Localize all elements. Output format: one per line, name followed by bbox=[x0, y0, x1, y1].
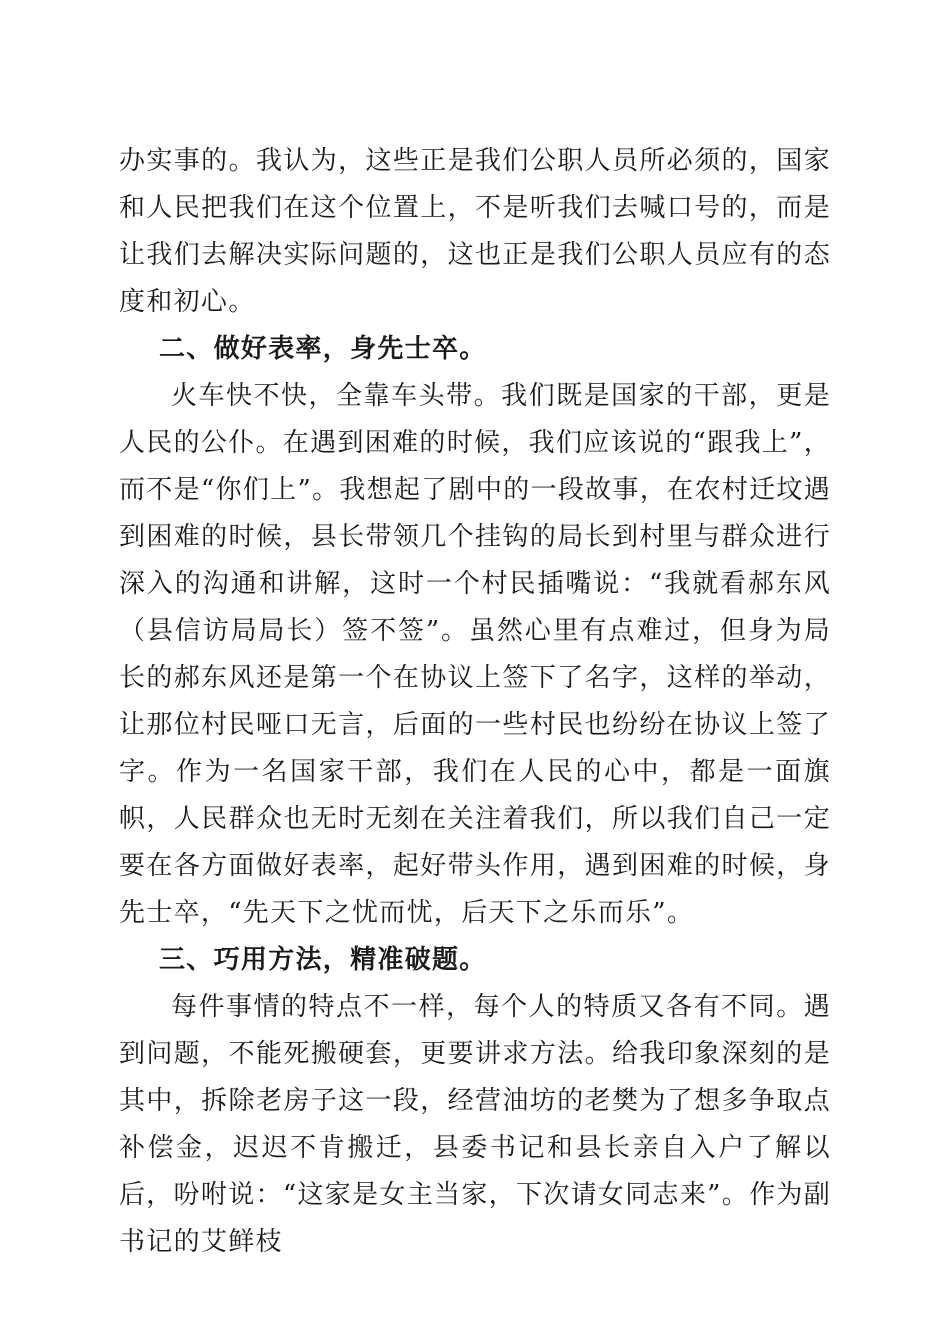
section-heading-3: 三、巧用方法，精准破题。 bbox=[159, 945, 487, 975]
paragraph-section-3: 每件事情的特点不一样，每个人的特质又各有不同。遇到问题，不能死搬硬套，更要讲求方法。给我印象深刻的是其中，拆除老房子这一段，经营油坊的老樊为了想多争取点补偿金，迟迟不肯搬迁，县委书记和县长亲自入户了解以后，吩咐说：“这家是女主当家，下次请女同志来”。作为副书记的艾鲜枝 bbox=[119, 992, 831, 1257]
document-body bbox=[119, 138, 831, 1266]
section-heading-2: 二、做好表率，身先士卒。 bbox=[159, 334, 487, 364]
paragraph-section-2: 火车快不快，全靠车头带。我们既是国家的干部，更是人民的公仆。在遇到困难的时候，我们应该说的“跟我上”，而不是“你们上”。我想起了剧中的一段故事，在农村迁坟遇到困难的时候，县长带领几个挂钩的局长到村里与群众进行深入的沟通和讲解，这时一个村民插嘴说：“我就看郝东风（县信访局局长）签不签”。虽然心里有点难过，但身为局长的郝东风还是第一个在协议上签下了名字，这样的举动，让那位村民哑口无言，后面的一些村民也纷纷在协议上签了字。作为一名国家干部，我们在人民的心中，都是一面旗帜，人民群众也无时无刻在关注着我们，所以我们自己一定要在各方面做好表率，起好带头作用，遇到困难的时候，身先士卒，“先天下之忧而忧，后天下之乐而乐”。 bbox=[119, 381, 831, 928]
paragraph-continuation: 办实事的。我认为，这些正是我们公职人员所必须的，国家和人民把我们在这个位置上，不是听我们去喊口号的，而是让我们去解决实际问题的，这也正是我们公职人员应有的态度和初心。 bbox=[119, 146, 831, 317]
